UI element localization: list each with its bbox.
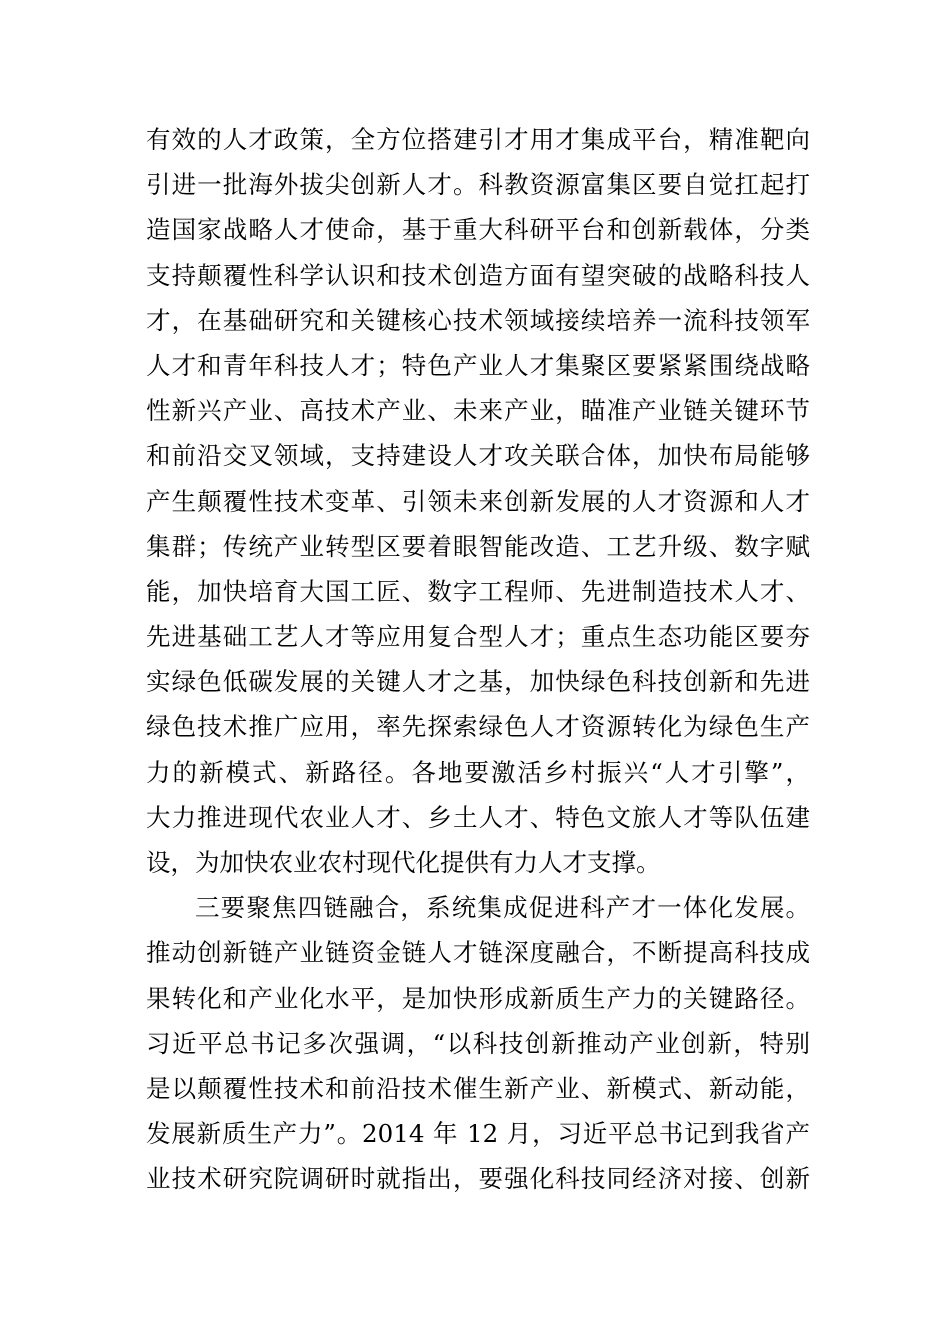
- text-line-1: 有效的人才政策，全方位搭建引才用才集成平台，精准靶向: [146, 125, 810, 154]
- text-line-20: 果转化和产业化水平，是加快形成新质生产力的关键路径。: [146, 983, 810, 1013]
- text-line-15: 力的新模式、新路径。各地要激活乡村振兴“人才引擎”，: [146, 757, 810, 787]
- text-line-2: 引进一批海外拔尖创新人才。科教资源富集区要自觉扛起打: [146, 170, 810, 200]
- text-line-24: 业技术研究院调研时就指出，要强化科技同经济对接、创新: [146, 1164, 810, 1194]
- text-line-17: 设，为加快农业农村现代化提供有力人才支撑。: [146, 848, 661, 877]
- text-line-12: 先进基础工艺人才等应用复合型人才；重点生态功能区要夯: [146, 622, 810, 652]
- text-line-9: 产生颠覆性技术变革、引领未来创新发展的人才资源和人才: [146, 486, 810, 516]
- text-line-4: 支持颠覆性科学认识和技术创造方面有望突破的战略科技人: [146, 260, 810, 290]
- section-heading-line: 三要聚焦四链融合，系统集成促进科产才一体化发展。: [195, 893, 810, 923]
- text-line-8: 和前沿交叉领域，支持建设人才攻关联合体，加快布局能够: [146, 441, 810, 471]
- text-line-19: 推动创新链产业链资金链人才链深度融合，不断提高科技成: [146, 938, 810, 968]
- text-line-5: 才，在基础研究和关键核心技术领域接续培养一流科技领军: [146, 305, 810, 335]
- text-line-11: 能，加快培育大国工匠、数字工程师、先进制造技术人才、: [146, 576, 810, 606]
- text-line-3: 造国家战略人才使命，基于重大科研平台和创新载体，分类: [146, 215, 810, 245]
- text-line-6: 人才和青年科技人才；特色产业人才集聚区要紧紧围绕战略: [146, 350, 810, 380]
- text-line-23: 发展新质生产力”。2014 年 12 月，习近平总书记到我省产: [146, 1119, 810, 1149]
- body-text: [146, 117, 810, 1202]
- text-line-16: 大力推进现代农业人才、乡土人才、特色文旅人才等队伍建: [146, 802, 810, 832]
- text-line-13: 实绿色低碳发展的关键人才之基，加快绿色科技创新和先进: [146, 667, 810, 697]
- text-line-7: 性新兴产业、高技术产业、未来产业，瞄准产业链关键环节: [146, 396, 810, 426]
- text-line-10: 集群；传统产业转型区要着眼智能改造、工艺升级、数字赋: [146, 531, 810, 561]
- text-line-22: 是以颠覆性技术和前沿技术催生新产业、新模式、新动能，: [146, 1073, 810, 1103]
- text-line-14: 绿色技术推广应用，率先探索绿色人才资源转化为绿色生产: [146, 712, 810, 742]
- text-line-21: 习近平总书记多次强调，“以科技创新推动产业创新，特别: [146, 1028, 810, 1058]
